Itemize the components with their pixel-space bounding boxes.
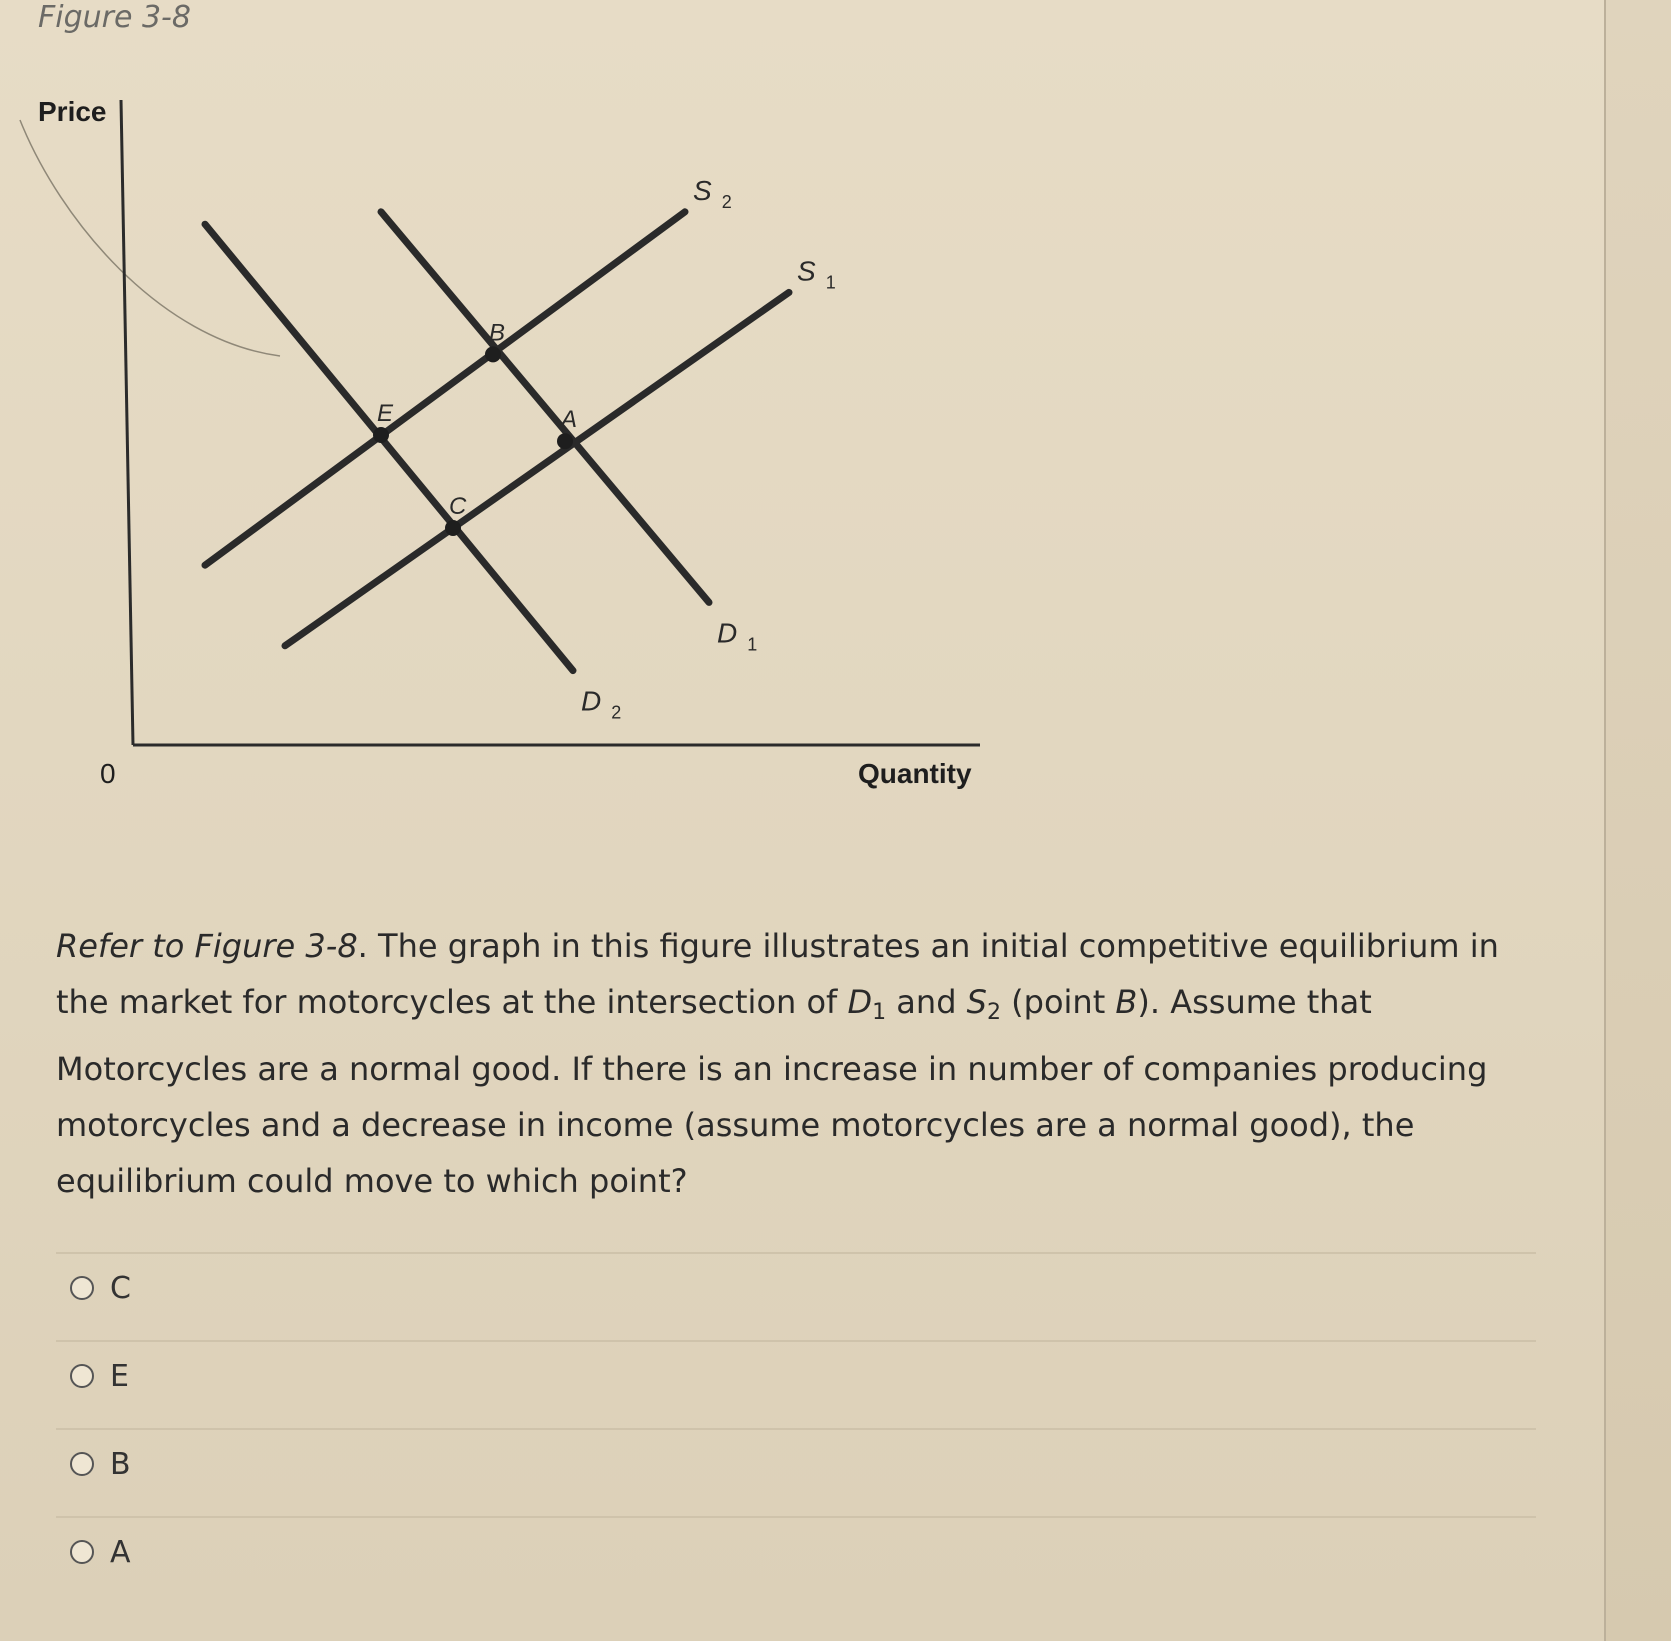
question-d-label: D xyxy=(847,983,873,1021)
divider xyxy=(56,1428,1536,1430)
curve-s1 xyxy=(285,292,789,645)
radio-button[interactable] xyxy=(70,1276,94,1300)
y-axis xyxy=(121,100,133,745)
question-s-label: S xyxy=(966,983,987,1021)
answer-option-c[interactable] xyxy=(70,1268,131,1308)
label-s2: S $_2$ xyxy=(693,174,732,212)
origin-label: 0 xyxy=(100,758,116,789)
option-label: C xyxy=(110,1270,131,1306)
question-d-subscript: 1 xyxy=(872,1000,887,1025)
question-point-label: B xyxy=(1115,983,1138,1021)
x-axis-label: Quantity xyxy=(858,758,972,789)
y-axis-label: Price xyxy=(38,96,107,127)
divider xyxy=(56,1516,1536,1518)
point-label-b: B xyxy=(489,319,506,347)
point-b xyxy=(485,346,501,362)
question-text-part: ). Assume that Motorcycles are a normal good. If there is an increase in number of companies producing motorcycles and a decrease in income (assume motorcycles are a normal good), the equilibrium could move to which point? xyxy=(56,983,1488,1200)
background-strip xyxy=(1606,0,1671,1641)
question-text-part: (point xyxy=(1000,983,1116,1021)
question-s-subscript: 2 xyxy=(986,1000,1001,1025)
question-text-part: and xyxy=(886,983,967,1021)
question-figure-ref: Refer to Figure 3-8 xyxy=(56,927,358,965)
option-label: B xyxy=(110,1446,131,1482)
option-label: E xyxy=(110,1358,129,1394)
label-s1: S $_1$ xyxy=(797,255,836,293)
curve-d2 xyxy=(205,224,573,670)
answer-option-a[interactable] xyxy=(70,1532,131,1572)
label-d1: D $_1$ xyxy=(717,617,758,655)
option-label: A xyxy=(110,1534,131,1570)
point-e xyxy=(373,427,389,443)
point-c xyxy=(445,520,461,536)
question-text-part: . The graph in this figure illustrates an initial competitive equilibrium in the market for motorcycles at the intersection of xyxy=(56,927,1499,1021)
radio-button[interactable] xyxy=(70,1364,94,1388)
point-label-e: E xyxy=(377,400,394,427)
radio-button[interactable] xyxy=(70,1540,94,1564)
label-d2: D $_2$ xyxy=(581,685,622,723)
point-a xyxy=(557,433,573,449)
figure-title: Figure 3-8 xyxy=(38,0,191,35)
answer-option-e[interactable] xyxy=(70,1356,129,1396)
point-label-a: A xyxy=(561,406,578,434)
decorative-arc xyxy=(20,120,280,356)
divider xyxy=(56,1340,1536,1342)
answer-option-b[interactable] xyxy=(70,1444,131,1484)
divider xyxy=(56,1252,1536,1254)
radio-button[interactable] xyxy=(70,1452,94,1476)
question-text xyxy=(56,918,1536,1209)
point-label-c: C xyxy=(449,493,467,520)
